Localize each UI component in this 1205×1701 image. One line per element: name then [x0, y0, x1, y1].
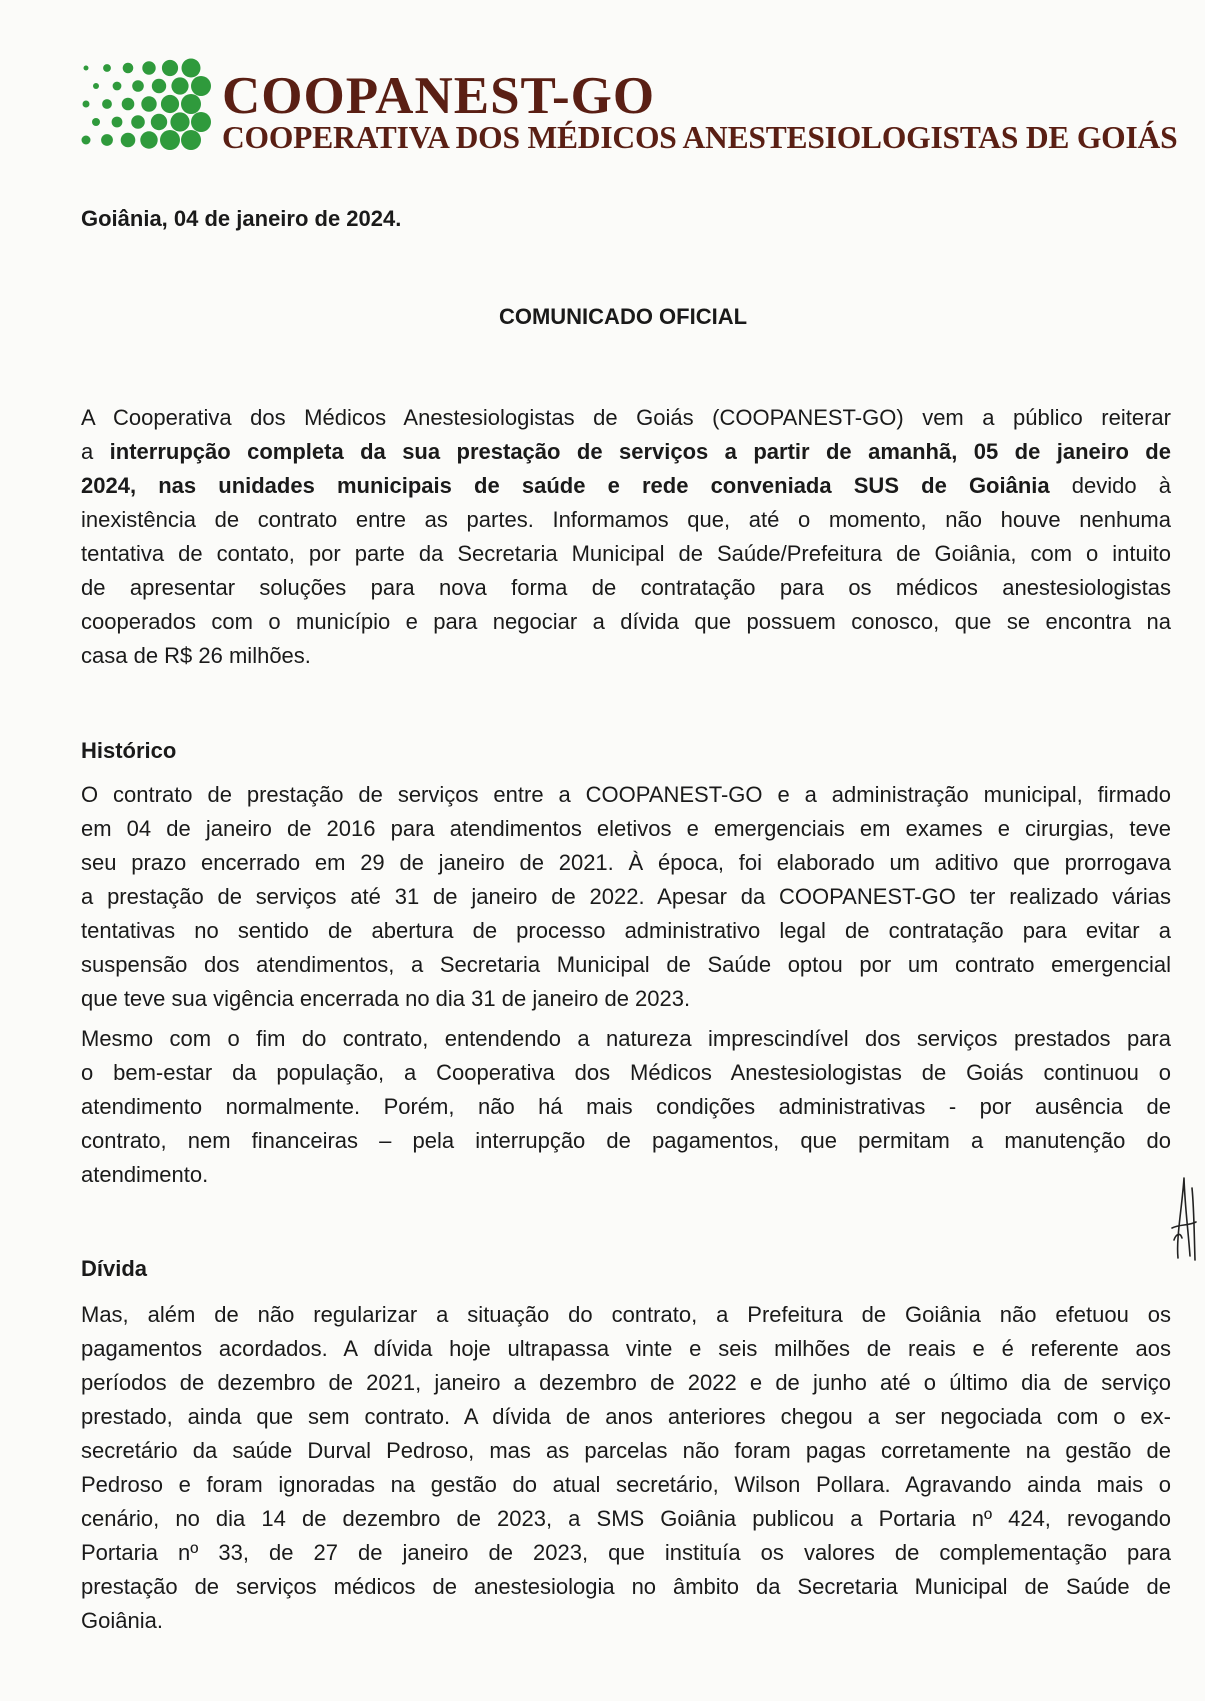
logo-dot: [162, 60, 178, 76]
paragraph-line: prestação de serviços médicos de anestesiologia no âmbito da Secretaria Municipal de Saúde de: [81, 1574, 1171, 1599]
logo-dot: [140, 131, 157, 148]
paragraph-line: prestado, ainda que sem contrato. A dívida de anos anteriores chegou a ser negociada com o ex-: [81, 1404, 1171, 1429]
logo-dot: [82, 136, 91, 145]
paragraph-line: a prestação de serviços até 31 de janeiro de 2022. Apesar da COOPANEST-GO ter realizado várias: [81, 884, 1171, 909]
paragraph-line: Mas, além de não regularizar a situação do contrato, a Prefeitura de Goiânia não efetuou os: [81, 1302, 1171, 1327]
intro-bold-text: 2024, nas unidades municipais de saúde e rede conveniada SUS de Goiânia: [81, 473, 1050, 498]
paragraph-line: cenário, no dia 14 de dezembro de 2023, a SMS Goiânia publicou a Portaria nº 424, revogando: [81, 1506, 1171, 1531]
logo-dot: [123, 63, 134, 74]
logo-dot: [101, 134, 113, 146]
logo-dot: [152, 79, 166, 93]
paragraph-line: o bem-estar da população, a Cooperativa dos Médicos Anestesiologistas de Goiás continuou o: [81, 1060, 1171, 1085]
intro-paragraph: [81, 401, 1171, 673]
logo-dot: [92, 118, 100, 126]
organization-name: COOPANEST-GO: [222, 67, 656, 125]
paragraph-line: secretário da saúde Durval Pedroso, mas as parcelas não foram pagas corretamente na gestão de: [81, 1438, 1171, 1463]
logo-dot: [122, 98, 135, 111]
intro-line: a interrupção completa da sua prestação de serviços a partir de amanhã, 05 de janeiro de: [81, 439, 1171, 464]
intro-line: casa de R$ 26 milhões.: [81, 643, 311, 668]
logo-dot: [131, 115, 145, 129]
logo-dot: [83, 101, 90, 108]
logo-dot: [113, 82, 122, 91]
logo-dot: [141, 96, 156, 111]
logo-dot: [132, 80, 144, 92]
paragraph-line: tentativas no sentido de abertura de processo administrativo legal de contratação para evitar a: [81, 918, 1171, 943]
logo-dot: [182, 59, 201, 78]
organization-full-name: COOPERATIVA DOS MÉDICOS ANESTESIOLOGISTAS DE GOIÁS: [222, 120, 1178, 155]
paragraph-line: atendimento.: [81, 1162, 209, 1187]
logo-dot: [170, 112, 189, 131]
logo-dot: [151, 114, 167, 130]
logo-dot: [84, 66, 89, 71]
intro-line: 2024, nas unidades municipais de saúde e rede conveniada SUS de Goiânia devido à: [81, 473, 1171, 498]
logo-dot: [102, 99, 112, 109]
intro-line: de apresentar soluções para nova forma de contratação para os médicos anestesiologistas: [81, 575, 1171, 600]
paragraph-line: O contrato de prestação de serviços entre a COOPANEST-GO e a administração municipal, firmado: [81, 782, 1171, 807]
logo-dot: [171, 77, 188, 94]
intro-line: tentativa de contato, por parte da Secretaria Municipal de Saúde/Prefeitura de Goiânia, com o intuito: [81, 541, 1171, 566]
logo-dot: [191, 112, 211, 132]
intro-line: A Cooperativa dos Médicos Anestesiologistas de Goiás (COOPANEST-GO) vem a público reiterar: [81, 405, 1171, 430]
paragraph-line: que teve sua vigência encerrada no dia 31 de janeiro de 2023.: [81, 986, 691, 1011]
section-heading-historico: Histórico: [81, 738, 177, 763]
letterhead: [78, 58, 1178, 158]
historico-paragraph-1: [81, 778, 1171, 1016]
logo-dot: [121, 133, 136, 148]
paragraph-line: suspensão dos atendimentos, a Secretaria Municipal de Saúde optou por um contrato emergencial: [81, 952, 1171, 977]
coopanest-logo-icon: [78, 58, 228, 158]
paragraph-line: atendimento normalmente. Porém, não há mais condições administrativas - por ausência de: [81, 1094, 1171, 1119]
paragraph-line: contrato, nem financeiras – pela interrupção de pagamentos, que permitam a manutenção do: [81, 1128, 1171, 1153]
logo-dot: [191, 76, 211, 96]
paragraph-line: pagamentos acordados. A dívida hoje ultrapassa vinte e seis milhões de reais e é referente aos: [81, 1336, 1171, 1361]
paragraph-line: em 04 de janeiro de 2016 para atendimentos eletivos e emergenciais em exames e cirurgias, teve: [81, 816, 1171, 841]
signature-initials-icon: [1168, 1168, 1200, 1268]
logo-dot: [161, 95, 179, 113]
paragraph-line: Goiânia.: [81, 1608, 163, 1633]
paragraph-line: seu prazo encerrado em 29 de janeiro de 2021. À época, foi elaborado um aditivo que prorrogava: [81, 850, 1171, 875]
logo-dot: [142, 61, 155, 74]
intro-line: inexistência de contrato entre as partes. Informamos que, até o momento, não houve nenhuma: [81, 507, 1171, 532]
document-title: COMUNICADO OFICIAL: [498, 304, 748, 329]
logo-dot: [103, 64, 111, 72]
divida-paragraph-1: [81, 1298, 1171, 1638]
logo-dot: [181, 94, 201, 114]
dateline: Goiânia, 04 de janeiro de 2024.: [81, 206, 402, 231]
logo-dot: [112, 117, 123, 128]
paragraph-line: Pedroso e foram ignoradas na gestão do atual secretário, Wilson Pollara. Agravando ainda mais o: [81, 1472, 1171, 1497]
logo-dot: [181, 130, 201, 150]
paragraph-line: períodos de dezembro de 2021, janeiro a dezembro de 2022 e de junho até o último dia de serviço: [81, 1370, 1171, 1395]
historico-paragraph-2: [81, 1022, 1171, 1192]
logo-dot: [93, 83, 99, 89]
intro-line: cooperados com o município e para negociar a dívida que possuem conosco, que se encontra na: [81, 609, 1171, 634]
paragraph-line: Portaria nº 33, de 27 de janeiro de 2023, que instituía os valores de complementação para: [81, 1540, 1171, 1565]
paragraph-line: Mesmo com o fim do contrato, entendendo a natureza imprescindível dos serviços prestados para: [81, 1026, 1171, 1051]
intro-bold-text: interrupção completa da sua prestação de serviços a partir de amanhã, 05 de janeiro de: [109, 439, 1171, 464]
section-heading-divida: Dívida: [81, 1256, 148, 1281]
logo-dot: [160, 130, 180, 150]
